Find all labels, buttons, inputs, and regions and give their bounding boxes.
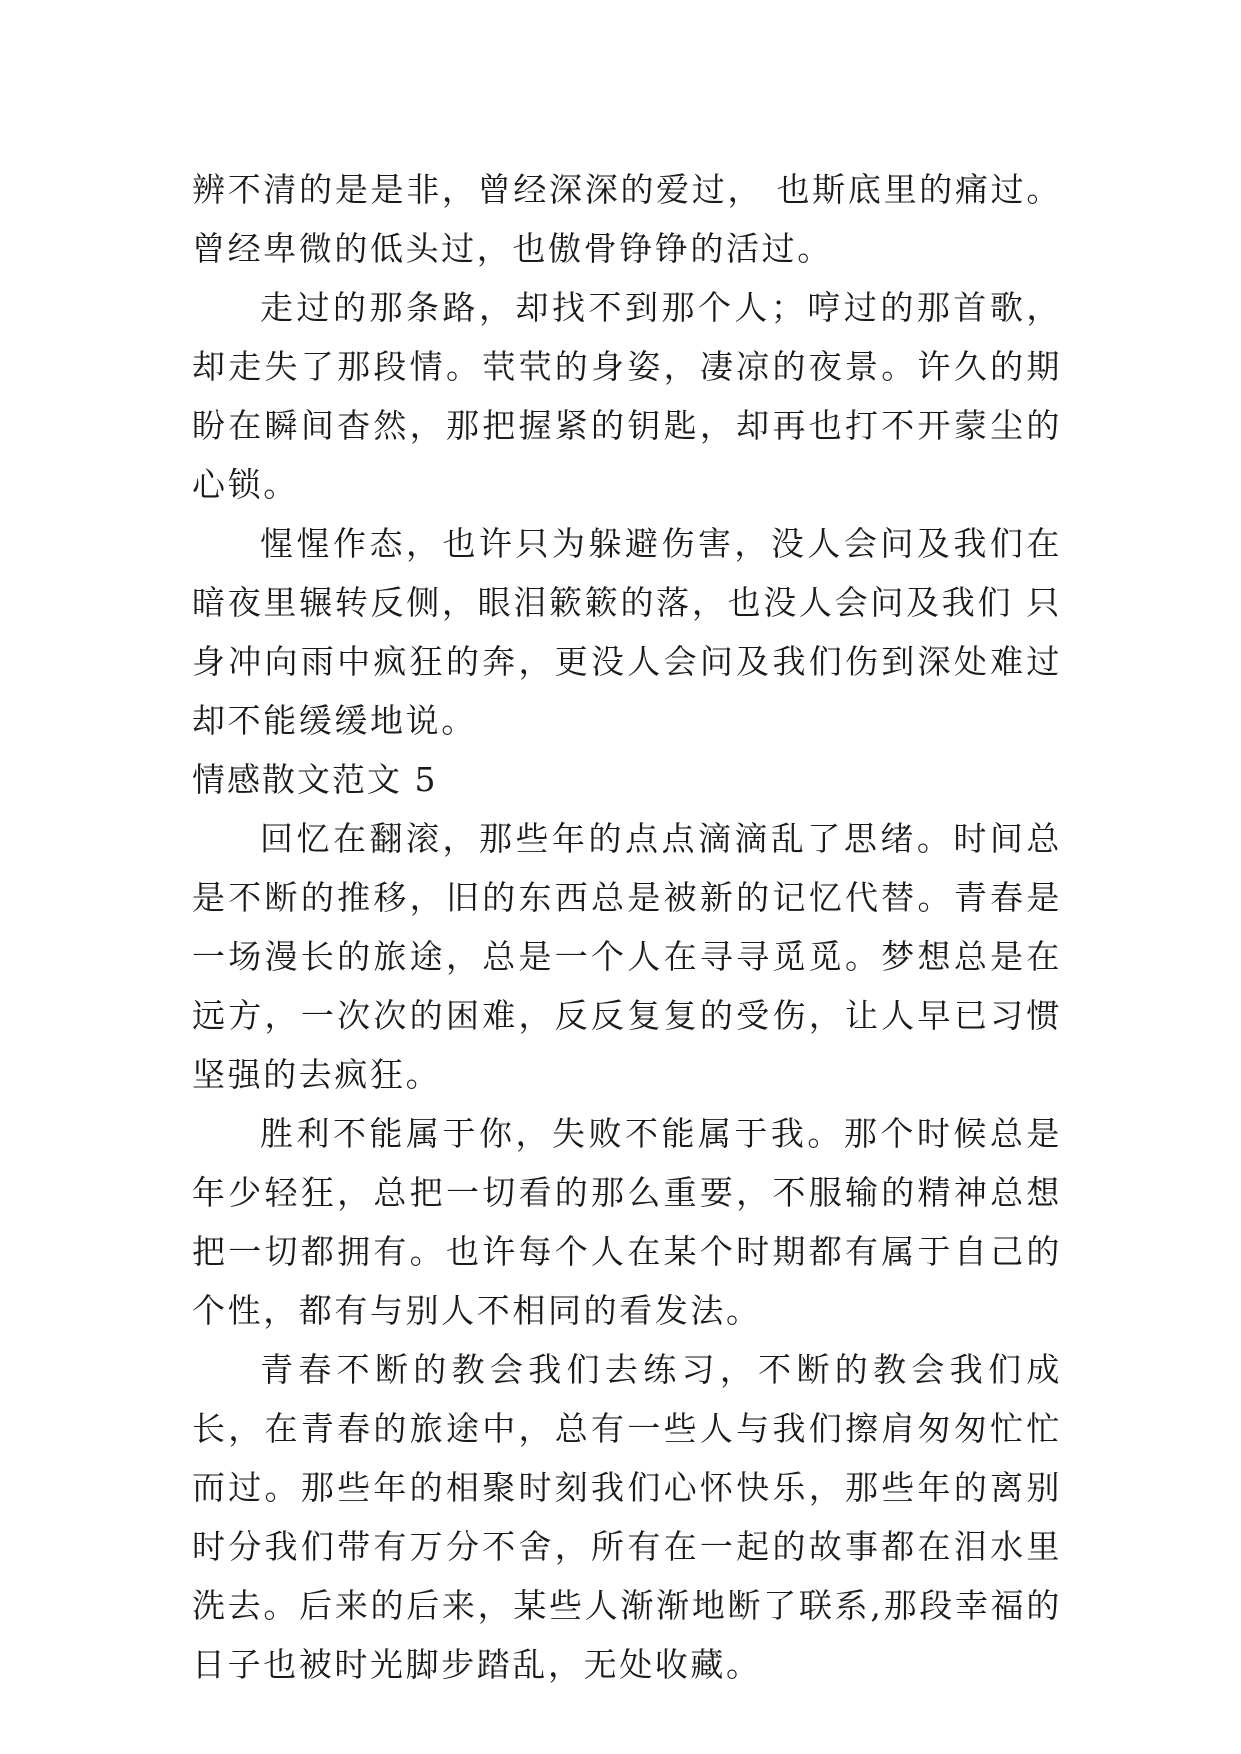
section-heading: 情感散文范文 5 <box>192 760 438 799</box>
document-body <box>192 160 1062 1694</box>
paragraph: 惺惺作态，也许只为躲避伤害，没人会问及我们在暗夜里辗转反侧，眼泪簌簌的落，也没人会问及我们 只身冲向雨中疯狂的奔，更没人会问及我们伤到深处难过却不能缓缓地说。 <box>192 524 1062 740</box>
paragraph: 回忆在翻滚，那些年的点点滴滴乱了思绪。时间总是不断的推移，旧的东西总是被新的记忆代替。青春是一场漫长的旅途，总是一个人在寻寻觅觅。梦想总是在远方，一次次的困难，反反复复的受伤，让人早已习惯坚强的去疯狂。 <box>192 819 1062 1094</box>
paragraph: 辨不清的是是非，曾经深深的爱过， 也斯底里的痛过。曾经卑微的低头过，也傲骨铮铮的活过。 <box>192 170 1062 268</box>
paragraph: 走过的那条路，却找不到那个人；哼过的那首歌，却走失了那段情。茕茕的身姿，凄凉的夜景。许久的期盼在瞬间杳然，那把握紧的钥匙，却再也打不开蒙尘的心锁。 <box>192 288 1062 504</box>
paragraph: 胜利不能属于你，失败不能属于我。那个时候总是年少轻狂，总把一切看的那么重要，不服输的精神总想把一切都拥有。也许每个人在某个时期都有属于自己的个性，都有与别人不相同的看发法。 <box>192 1114 1062 1330</box>
paragraph: 青春不断的教会我们去练习，不断的教会我们成长，在青春的旅途中，总有一些人与我们擦肩匆匆忙忙而过。那些年的相聚时刻我们心怀快乐，那些年的离别时分我们带有万分不舍，所有在一起的故事都在泪水里洗去。后来的后来，某些人渐渐地断了联系,那段幸福的日子也被时光脚步踏乱，无处收藏。 <box>192 1350 1062 1684</box>
